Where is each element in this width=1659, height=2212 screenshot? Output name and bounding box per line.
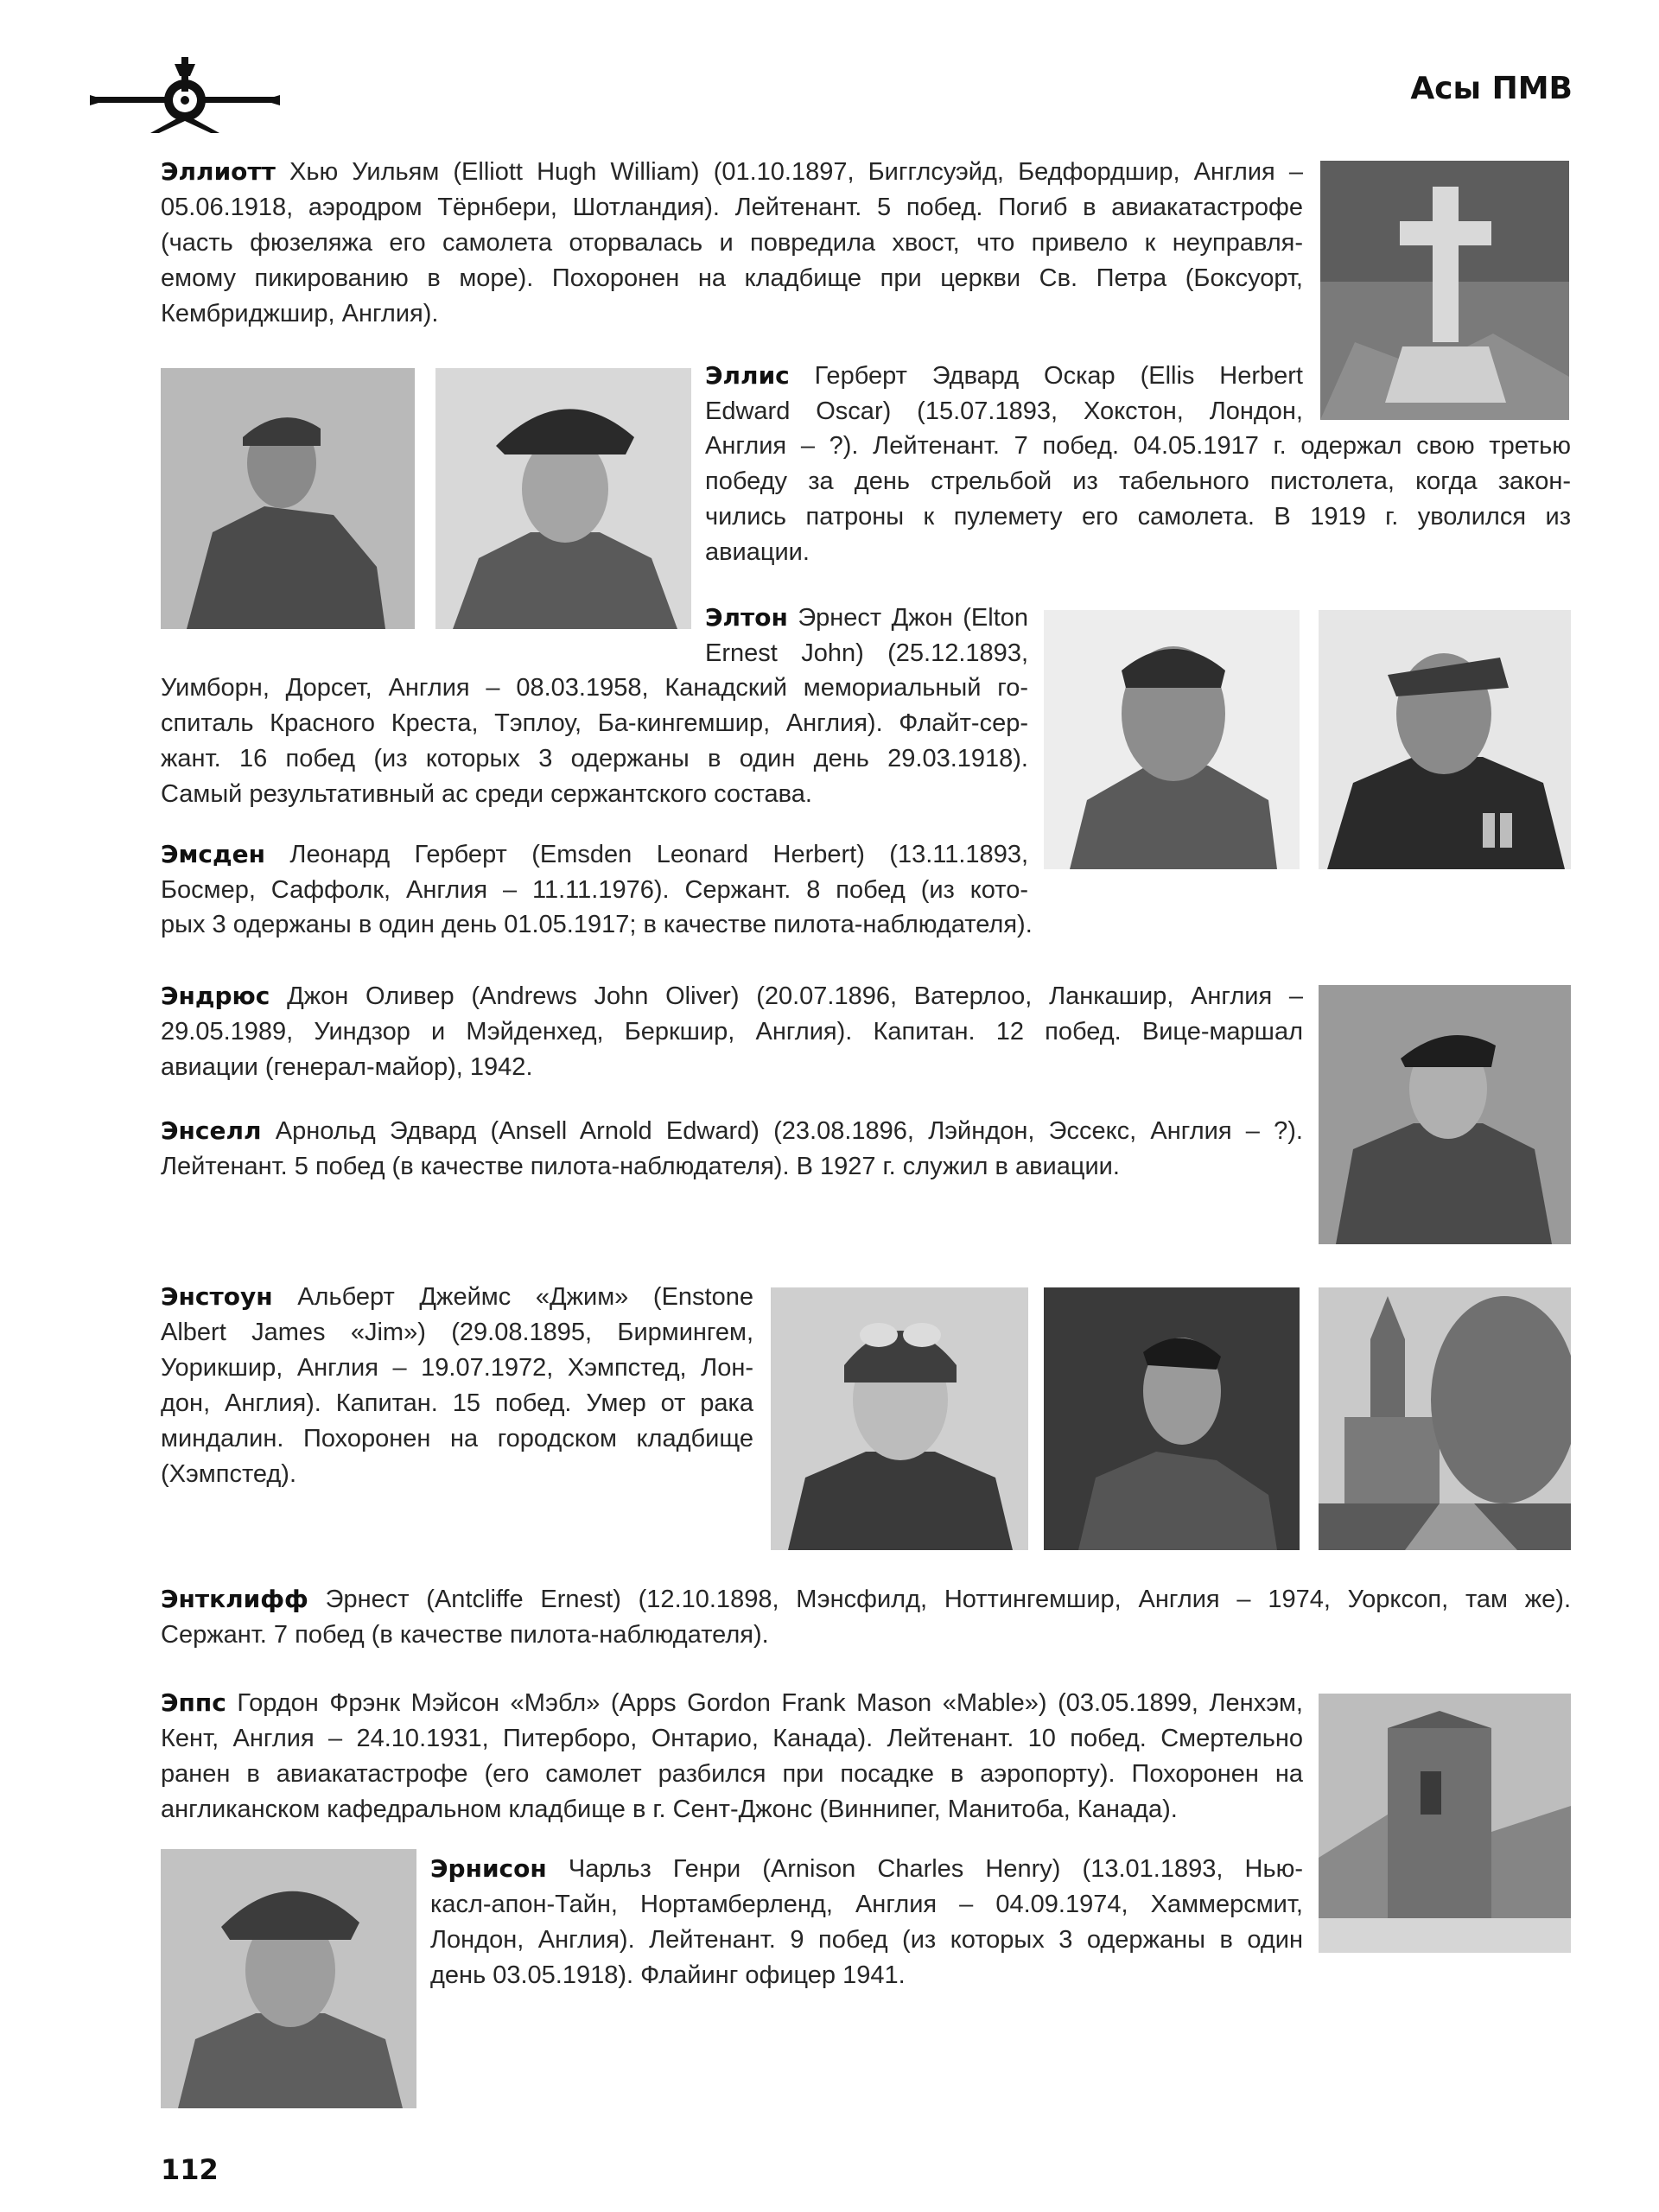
airplane-icon: [90, 50, 280, 137]
church-photo-hampstead: [1319, 1287, 1571, 1550]
page-header-title: Асы ПМВ: [1410, 71, 1573, 106]
page-number: 112: [161, 2153, 219, 2186]
portrait-photo-ellis-2: [435, 368, 691, 629]
portrait-photo-arnison: [161, 1849, 416, 2108]
entry-name: Эндрюс: [161, 982, 270, 1010]
entry-arnison: Эрнисон Чарльз Генри (Arnison Charles Henry) (13.01.1893, Нью- касл-апон-Тайн, Нортамберленд, Англия – 04.09.1974, Хаммерсмит, Лондон, Англия). Лейтенант. 9 побед (из которых 3 одержаны в один день 03.05.1918). Флайинг офицер 1941.: [430, 1854, 1303, 1989]
entry-antcliffe: Энтклифф Эрнест (Antcliffe Ernest) (12.10.1898, Мэнсфилд, Ноттингемшир, Англия – 1974, Уорксоп, там же). Сержант. 7 побед (в качестве пилота-наблюдателя).: [161, 1585, 1571, 1649]
entry-emsden: Эмсден Леонард Герберт (Emsden Leonard Herbert) (13.11.1893, Босмер, Саффолк, Англия – 11.11.1976). Сержант. 8 побед (из кото-: [161, 840, 1029, 904]
portrait-photo-elton-2: [1319, 610, 1571, 869]
entry-name: Элтон: [705, 603, 788, 632]
entry-elton: Элтон Эрнест Джон (Elton Ernest John) (25.12.1893,: [705, 603, 1029, 667]
entry-name: Эмсден: [161, 840, 265, 868]
entry-andrews: Эндрюс Джон Оливер (Andrews John Oliver) (20.07.1896, Ватерлоо, Ланкашир, Англия – 29.05.1989, Уиндзор и Мэйденхед, Беркшир, Англия). Капитан. 12 побед. Вице-маршал авиации (генерал-майор), 1942.: [161, 982, 1303, 1081]
entry-elliott: Эллиотт Хью Уильям (Elliott Hugh William) (01.10.1897, Бигглсуэйд, Бедфордшир, Англия – 05.06.1918, аэродром Тёрнбери, Шотландия). Лейтенант. 5 побед. Погиб в авиакатастрофе (часть фюзеляжа его самолета оторвалась и повредила хвост, что привело к неуправля- емому пикированию в море). Похоронен на кладбище при церкви Св. Петра (Боксуорт, Кембриджшир, Англия).: [161, 157, 1303, 327]
entry-name: Эллис: [705, 361, 790, 390]
portrait-photo-enstone-1: [771, 1287, 1028, 1550]
entry-apps: Эппс Гордон Фрэнк Мэйсон «Мэбл» (Apps Gordon Frank Mason «Mable») (03.05.1899, Ленхэм, Кент, Англия – 24.10.1931, Питерборо, Онтарио, Канада). Лейтенант. 10 побед. Смертельно ранен в авиакатастрофе (его самолет разбился при посадке в аэропорту). Похоронен на англиканском кафедральном кладбище в г. Сент-Джонс (Виннипег, Манитоба, Канада).: [161, 1688, 1303, 1823]
entry-emsden-continued: рых 3 одержаны в один день 01.05.1917; в качестве пилота-наблюдателя).: [161, 911, 1033, 938]
entry-ellis: Эллис Герберт Эдвард Оскар (Ellis Herbert Edward Oscar) (15.07.1893, Хокстон, Лондон,: [705, 361, 1303, 425]
entry-ellis-continued: Англия – ?). Лейтенант. 7 побед. 04.05.1917 г. одержал свою третью победу за день стрельбой из табельного пистолета, когда закон- чились патроны к пулемету его самолета. В 1919 г. уволился из авиации.: [705, 432, 1571, 566]
entry-ansell: Энселл Арнольд Эдвард (Ansell Arnold Edward) (23.08.1896, Лэйндон, Эссекс, Англия – ?). Лейтенант. 5 побед (в качестве пилота-наблюдателя). В 1927 г. служил в авиации.: [161, 1116, 1303, 1180]
grave-cross-photo: [1320, 161, 1569, 420]
entry-name: Энстоун: [161, 1282, 273, 1311]
church-photo-winnipeg: [1319, 1694, 1571, 1953]
portrait-photo-ellis-1: [161, 368, 415, 629]
entry-name: Энселл: [161, 1116, 262, 1145]
entry-enstone: Энстоун Альберт Джеймс «Джим» (Enstone Albert James «Jim») (29.08.1895, Бирмингем, Уорикшир, Англия – 19.07.1972, Хэмпстед, Лон- дон, Англия). Капитан. 15 побед. Умер от рака миндалин. Похоронен на городском кладбище (Хэмпстед).: [161, 1282, 753, 1488]
entry-name: Эрнисон: [430, 1854, 547, 1883]
entry-name: Эллиотт: [161, 157, 276, 186]
entry-name: Энтклифф: [161, 1585, 308, 1613]
entry-elton-continued: Уимборн, Дорсет, Англия – 08.03.1958, Канадский мемориальный го- спиталь Красного Креста, Тэплоу, Ба-кингемшир, Англия). Флайт-сер- жант. 16 побед (из которых 3 одержаны в один день 29.03.1918). Самый результативный ас среди сержантского состава.: [161, 674, 1028, 808]
entry-name: Эппс: [161, 1688, 226, 1717]
portrait-photo-elton-1: [1044, 610, 1300, 869]
portrait-photo-enstone-2: [1044, 1287, 1300, 1550]
portrait-photo-andrews: [1319, 985, 1571, 1244]
